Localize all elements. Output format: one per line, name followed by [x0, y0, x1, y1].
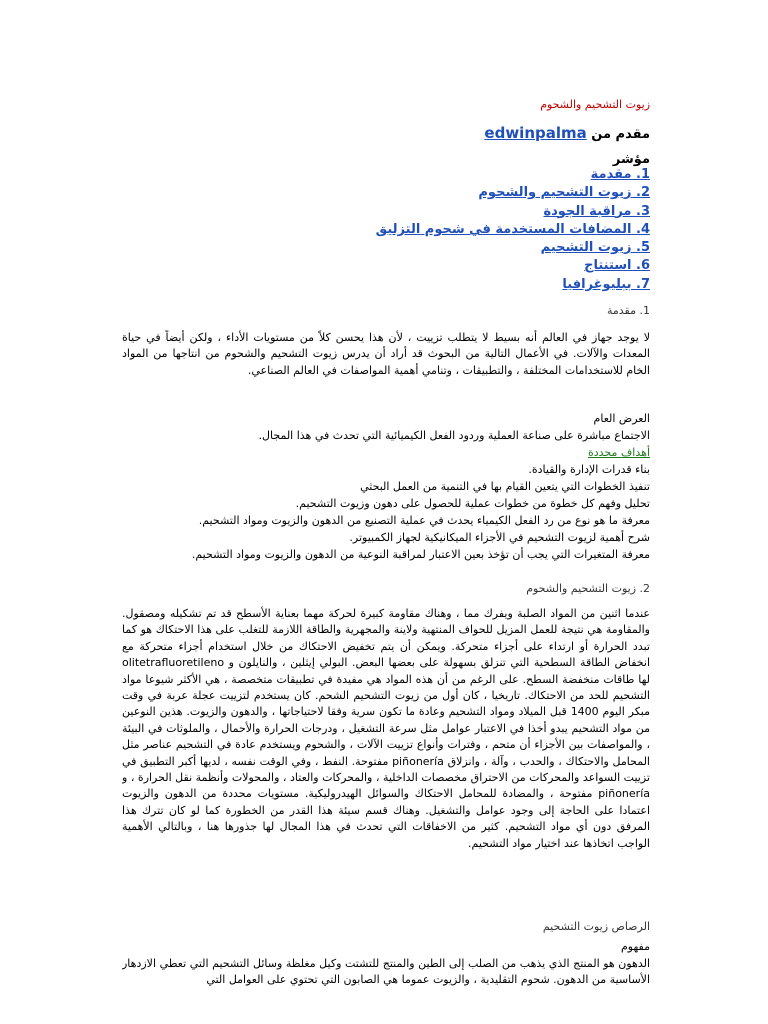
lubricants-paragraph: عندما اثنين من المواد الصلبة ويفرك مما ، وهناك مقاومة كبيرة لحركة مهما بعناية الأسطح قد تم تشكيله ومصقول. والمقاومة هي نتيجة للعمل المزيل للحواف المنتهية ولاينة والمجهرية والطاقة اللازمة للتغلب على هذا الاحتكاك هو كما تبدد الحرارة أو ارتداء على أجزاء متحركة. ويمكن أن يتم تخفيض الاحتكاك من خلال استخدام أجزاء متحركة مع انخفاض الطاقة السطحية التي تنزلق بسهولة على بعضها البعض. البولي إيثلين ، والنايلون و olitetrafluoretileno لها طاقات منخفضة السطح. على الرغم من أن هذه المواد هي مفيدة في تطبيقات متخصصة ، هي الأكثر شيوعا مواد التشحيم للحد من الاحتكاك. تاريخيا ، كان أول من زيوت التشحيم الشحم. كان يستخدم لتزييت عجلة عربة في وقت مبكر اليوم 1400 قبل الميلاد ومواد التشحيم وعادة ما تكون سرية وفقا لاحتياجاتها ، والدهون والزيوت. هذين النوعين من مواد التشحيم يبدو أخذا في الاعتبار عوامل مثل سرعة التشغيل ، ودرجات الحرارة والأحمال ، والملوثات في البيئة ، والمواصفات بين الأجزاء أن متحم ، وفترات وأنواع تزييت الآلات ، والشحوم ويستخدم عادة في التشحيم عناصر مثل المحامل والاحتكاك ، والحدب ، وآلة ، وانزلاق piñonería مفتوحة. النفط ، وفي الوقت نفسه ، لديها أكبر التطبيق في تزييت السواعد والمحركات من الاحتراق مخصصات الداخلية ، والمحركات والعتاد ، والمحولات وأنظمة نقل الحرارة ، و piñonería مفتوحة ، والمضادة للمحامل الاحتكاك والسوائل الهيدروليكية. مستويات محددة من الدهون والزيوت اعتمادا على الحاجة إلى وجود عوامل والتشغيل. وهناك قسم سيئة هذا القدر من الخطورة كما لو كان تترك هذا المرفق دون أي مواد التشحيم. كثير من الاخفاقات التي تحدث في هذا المجال لها جذورها هنا ، وبالتالي الأهمية الواجب اتخاذها عند اختيار مواد التشحيم.	[122, 607, 650, 850]
objectives-line[interactable]: أهداف محددة	[587, 446, 650, 459]
lead-heading: الرصاص زيوت التشحيم	[542, 920, 650, 933]
section-heading-lubricants: 2. زيوت التشحيم والشحوم	[526, 582, 650, 595]
toc-item[interactable]: 2. زيوت التشحيم والشحوم	[478, 185, 650, 201]
objectives-line: بناء قدرات الإدارة والقيادة.	[528, 463, 650, 476]
objectives-line: الاجتماع مباشرة على صناعة العملية وردود الفعل الكيميائية التي تحدث في هذا المجال.	[258, 429, 650, 442]
objectives-line: تنفيذ الخطوات التي يتعين القيام بها في التنمية من العمل البحثي	[360, 480, 650, 493]
objectives-line: معرفة المتغيرات التي يجب أن تؤخذ بعين الاعتبار لمراقبة النوعية من الدهون والزيوت ومواد التشحيم.	[191, 548, 650, 561]
objectives-line: العرض العام	[593, 412, 650, 425]
intro-paragraph: لا يوجد جهاز في العالم أنه بسيط لا يتطلب تزييت ، لأن هذا يحسن كلاً من مستويات الأداء ، ولكن أيضاً في حياة المعدات والآلات. في الأعمال التالية من البحوث قد أراد أن يدرس زيوت التشحيم والشحوم من انتاجها من المواد الخام للاستخدامات المختلفة ، والتطبيقات ، وتنامي أهمية المواصفات في العالم الصناعي.	[122, 331, 650, 377]
toc-item[interactable]: 1. مقدمة	[590, 167, 650, 182]
concept-heading: مفهوم	[620, 940, 650, 953]
table-of-contents	[230, 166, 650, 294]
objectives-line: شرح أهمية لزيوت التشحيم في الأجزاء الميكانيكية لجهاز الكمبيوتر.	[349, 531, 650, 544]
toc-item[interactable]: 6. استنتاج	[584, 258, 650, 274]
toc-item[interactable]: 7. ببليوغرافيا	[562, 276, 650, 292]
author-link[interactable]: edwinpalma	[484, 124, 587, 142]
objectives-list	[122, 410, 650, 563]
toc-item[interactable]: 3. مراقبة الجودة	[543, 203, 650, 219]
objectives-line: تحليل وفهم كل خطوة من خطوات عملية للحصول على دهون وزيوت التشحيم.	[295, 497, 650, 510]
concept-paragraph: الدهون هو المنتج الذي يذهب من الصلب إلى الطين والمنتج للتشتت وكيل مغلظة وسائل التشحيم التي تعطي الازدهار الأساسية من الدهون. شحوم التقليدية ، والزيوت عموما هي الصابون التي تحتوي على العوامل التي	[122, 957, 650, 987]
byline	[484, 124, 650, 142]
document-title: زيوت التشحيم والشحوم	[540, 98, 650, 111]
toc-heading: مؤشر	[612, 152, 650, 167]
toc-item[interactable]: 5. زيوت التشحيم	[540, 240, 650, 256]
toc-item[interactable]: 4. المضافات المستخدمة في شحوم التزليق	[375, 221, 650, 237]
objectives-line: معرفة ما هو نوع من رد الفعل الكيمياء يحدث في عملية التصنيع من الدهون والزيوت ومواد التشحيم.	[198, 514, 650, 527]
byline-prefix: مقدم من	[591, 127, 650, 142]
section-heading-intro: 1. مقدمة	[606, 304, 650, 317]
